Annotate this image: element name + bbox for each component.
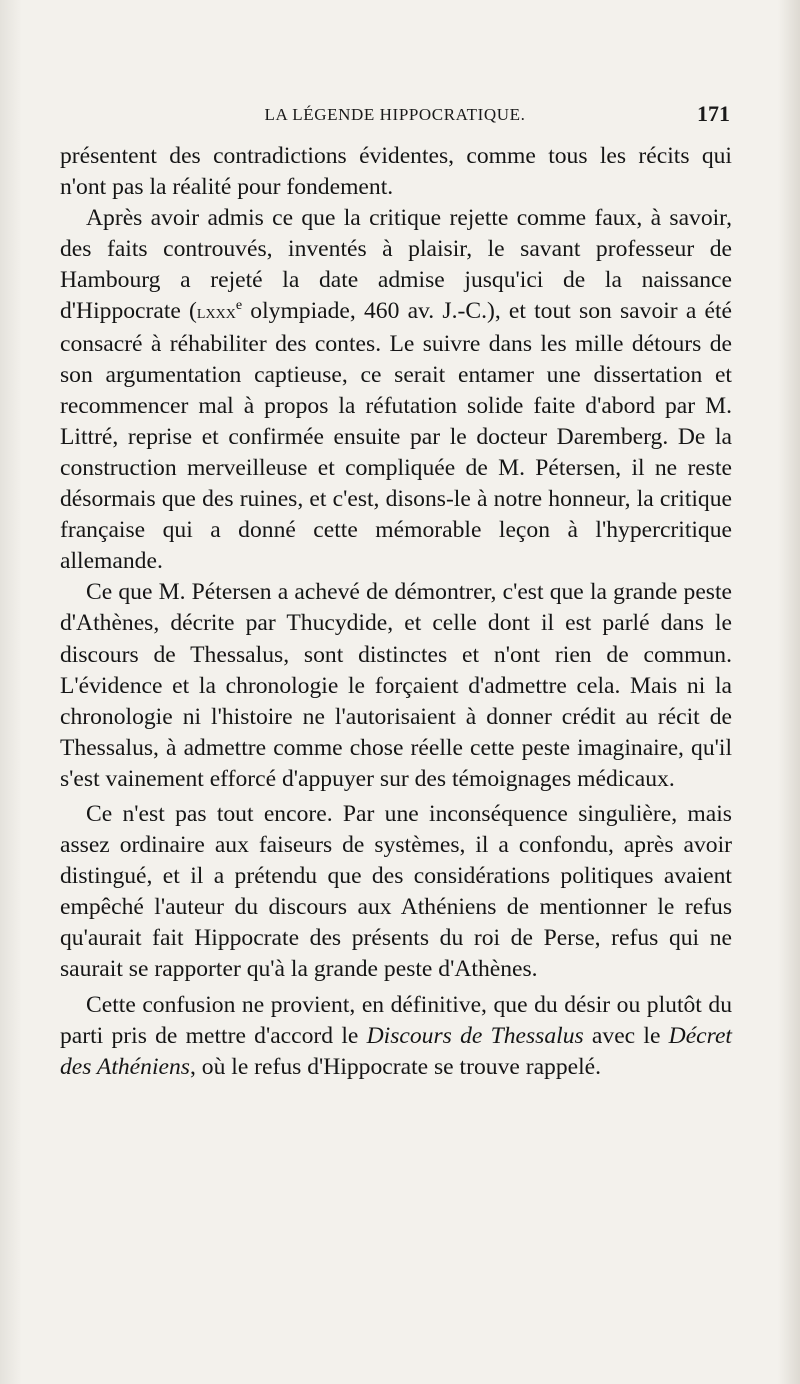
running-head: LA LÉGENDE HIPPOCRATIQUE. — [264, 105, 526, 124]
paragraph-2-after: olympiade, 460 av. J.-C.), et tout son savoir a été consacré à réhabiliter des contes. Le suivre dans les mille détours de son argumentation captieuse, ce serait entamer une dissertation et recommencer mal à propos la réfutation solide faite d'abord par M. Littré, reprise et confirmée ensuite par le docteur Daremberg. De la construction merveilleuse et compliquée de M. Pétersen, il ne reste désormais que des ruines, et c'est, disons-le à notre honneur, la critique française qui a donné cette mémorable leçon à l'hypercritique allemande. — [60, 298, 733, 575]
paragraph-2 — [60, 203, 732, 577]
body-text — [60, 141, 732, 1083]
paragraph-5-middle: avec le — [583, 1022, 669, 1049]
paragraph-1: présentent des contradictions évidentes, comme tous les récits qui n'ont pas la réalité pour fondement. — [60, 143, 732, 201]
page-left-edge — [0, 0, 22, 1384]
paragraph-5-after: , où le refus d'Hippocrate se trouve rappelé. — [189, 1053, 602, 1080]
olympiad-numeral: lxxx — [196, 302, 236, 324]
paragraph-5 — [60, 990, 732, 1083]
paragraph-4: Ce n'est pas tout encore. Par une inconséquence singulière, mais assez ordinaire aux faiseurs de systèmes, il a confondu, après avoir distingué, et il a prétendu que des considérations politiques avaient empêché l'auteur du discours aux Athéniens de mentionner le refus qu'aurait fait Hippocrate des présents du roi de Perse, refus qui ne saurait se rapporter qu'à la grande peste d'Athènes. — [60, 800, 732, 983]
page-header — [60, 101, 730, 141]
paragraph-5-before: Cette confusion ne provient, en définitive, que du désir ou plutôt du parti pris de mettre d'accord le — [60, 991, 732, 1049]
title-decret-des-atheniens: Décret des Athéniens — [60, 1022, 732, 1080]
paragraph-2-before: Après avoir admis ce que la critique rejette comme faux, à savoir, des faits controuvés, inventés à plaisir, le savant professeur de Hambourg a rejeté la date admise jusqu'ici de la naissance d'Hippocrate ( — [60, 205, 732, 325]
page-number: 171 — [697, 101, 730, 126]
page-right-edge — [778, 0, 800, 1384]
title-discours-de-thessalus: Discours de Thessalus — [366, 1022, 584, 1049]
paragraph-3: Ce que M. Pétersen a achevé de démontrer, c'est que la grande peste d'Athènes, décrite par Thucydide, et celle dont il est parlé dans le discours de Thessalus, sont distinctes et n'ont rien de commun. L'évidence et la chronologie le forçaient d'admettre cela. Mais ni la chronologie ni l'histoire ne l'autorisaient à donner crédit au récit de Thessalus, à admettre comme chose réelle cette peste imaginaire, qu'il s'est vainement efforcé d'appuyer sur des témoignages médicaux. — [60, 579, 732, 792]
olympiad-suffix: e — [235, 297, 243, 314]
